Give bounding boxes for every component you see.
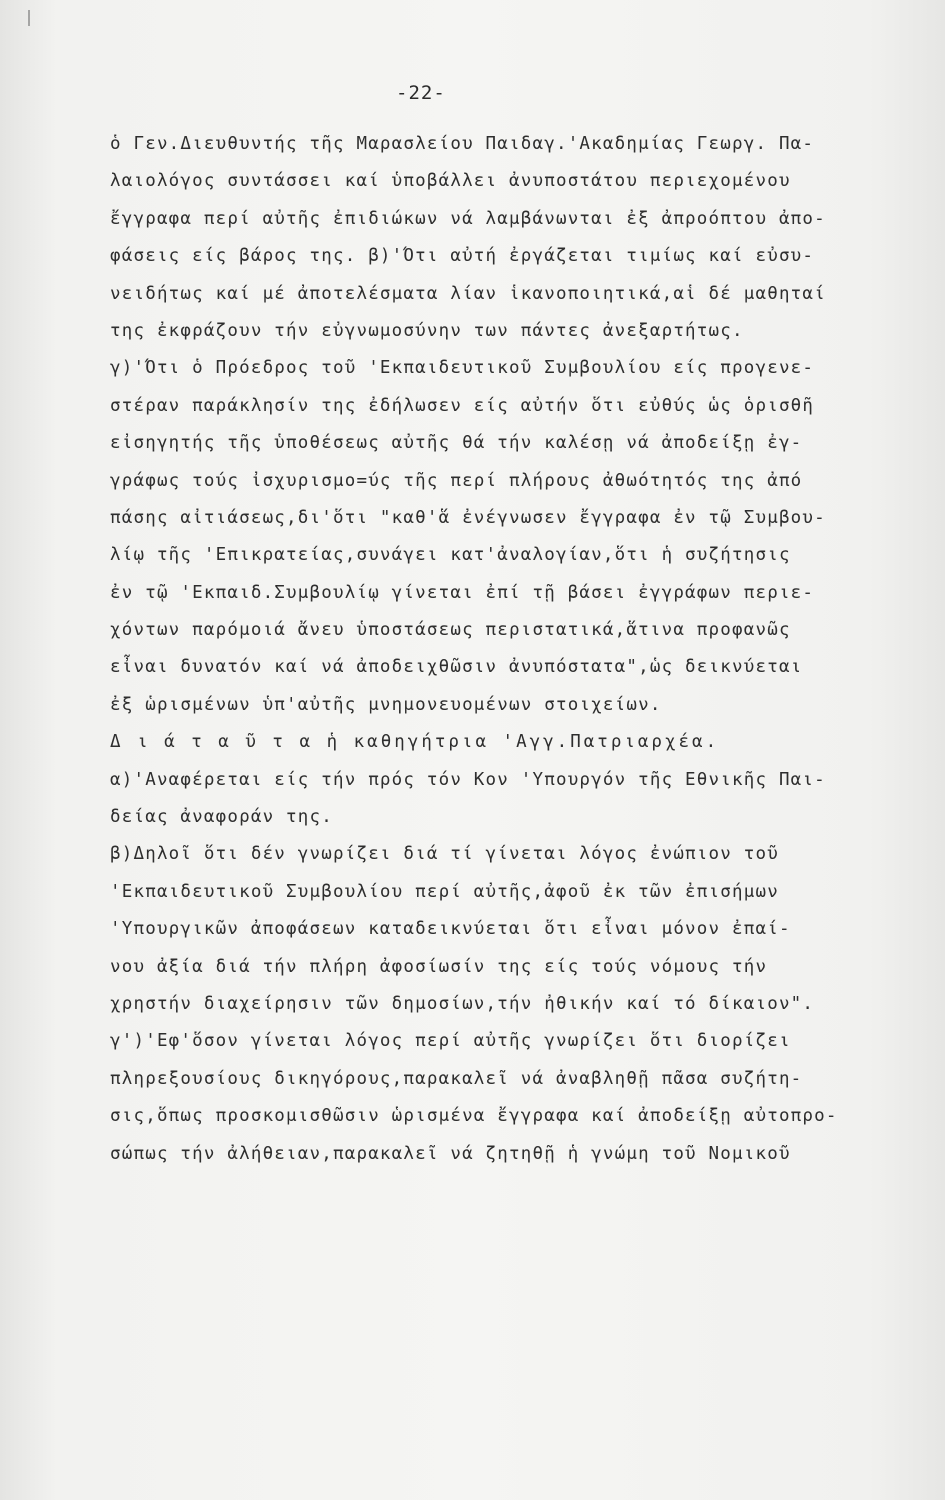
page-edge-mark: [28, 10, 30, 26]
document-body: [110, 126, 918, 1173]
text-line: φάσεις είς βάρος της. β)'Ότι αὐτή ἐργάζεται τιμίως καί εὐσυ-: [110, 246, 815, 267]
text-line: 'Εκπαιδευτικοῦ Συμβουλίου περί αὐτῆς,ἀφοῦ ἐκ τῶν ἐπισήμων: [110, 881, 779, 902]
text-line: νου ἀξία διά τήν πλήρη ἀφοσίωσίν της είς τούς νόμους τήν: [110, 956, 768, 977]
text-line: ὁ Γεν.Διευθυντής τῆς Μαρασλείου Παιδαγ.'Ακαδημίας Γεωργ. Πα-: [110, 134, 815, 154]
text-line: γράφως τούς ἰσχυρισμο=ύς τῆς περί πλήρους ἀθωότητός της ἀπό: [110, 470, 803, 491]
text-line: χρηστήν διαχείρησιν τῶν δημοσίων,τήν ἠθικήν καί τό δίκαιον".: [110, 993, 815, 1014]
text-line: 'Υπουργικῶν ἀποφάσεων καταδεικνύεται ὅτι εἶναι μόνον ἐπαί-: [110, 919, 791, 940]
section-heading-line: Δ ι ά τ α ῦ τ α ἡ καθηγήτρια 'Αγγ.Πατριαρχέα.: [110, 732, 720, 753]
text-line: β)Δηλοῖ ὅτι δέν γνωρίζει διά τί γίνεται λόγος ἐνώπιον τοῦ: [110, 844, 779, 865]
text-line: εἰσηγητής τῆς ὑποθέσεως αὐτῆς θά τήν καλέσῃ νά ἀποδείξῃ ἐγ-: [110, 433, 803, 454]
text-line: γ')'Εφ'ὅσον γίνεται λόγος περί αὐτῆς γνωρίζει ὅτι διορίζει: [110, 1031, 791, 1052]
text-line: της ἐκφράζουν τήν εὐγνωμοσύνην των πάντες ἀνεξαρτήτως.: [110, 320, 744, 341]
text-line: πάσης αἰτιάσεως,δι'ὅτι "καθ'ἅ ἐνέγνωσεν ἔγγραφα ἐν τῷ Συμβου-: [110, 507, 826, 528]
text-line: ἔγγραφα περί αὐτῆς ἐπιδιώκων νά λαμβάνωνται ἐξ ἀπροόπτου ἀπο-: [110, 208, 826, 229]
text-line: νειδήτως καί μέ ἀποτελέσματα λίαν ἱκανοποιητικά,αἱ δέ μαθηταί: [110, 283, 826, 304]
text-line: λίῳ τῆς 'Επικρατείας,συνάγει κατ'ἀναλογίαν,ὅτι ἡ συζήτησις: [110, 545, 791, 566]
text-line: εἶναι δυνατόν καί νά ἀποδειχθῶσιν ἀνυπόστατα",ὡς δεικνύεται: [110, 657, 803, 678]
text-line: γ)'Ότι ὁ Πρόεδρος τοῦ 'Εκπαιδευτικοῦ Συμβουλίου είς προγενε-: [110, 358, 815, 379]
text-line: α)'Αναφέρεται είς τήν πρός τόν Κον 'Υπουργόν τῆς Εθνικῆς Παι-: [110, 769, 826, 790]
text-line: ἐξ ὡρισμένων ὑπ'αὐτῆς μνημονευομένων στοιχείων.: [110, 694, 662, 715]
text-line: χόντων παρόμοιά ἄνευ ὑποστάσεως περιστατικά,ἅτινα προφανῶς: [110, 620, 791, 641]
text-line: λαιολόγος συντάσσει καί ὑποβάλλει ἀνυποστάτου περιεχομένου: [110, 171, 791, 192]
text-line: ἐν τῷ 'Εκπαιδ.Συμβουλίῳ γίνεται ἐπί τῇ βάσει ἐγγράφων περιε-: [110, 582, 815, 603]
page-number: -22-: [396, 82, 446, 104]
text-line: στέραν παράκλησίν της ἐδήλωσεν είς αὐτήν ὅτι εὐθύς ὡς ὁρισθῆ: [110, 395, 815, 416]
text-line: σις,ὅπως προσκομισθῶσιν ὡρισμένα ἔγγραφα καί ἀποδείξῃ αὐτοπρο-: [110, 1106, 838, 1127]
text-line: σώπως τήν ἀλήθειαν,παρακαλεῖ νά ζητηθῇ ἡ γνώμη τοῦ Νομικοῦ: [110, 1143, 791, 1164]
text-line: δείας ἀναφοράν της.: [110, 807, 333, 828]
text-line: πληρεξουσίους δικηγόρους,παρακαλεῖ νά ἀναβληθῇ πᾶσα συζήτη-: [110, 1068, 803, 1089]
